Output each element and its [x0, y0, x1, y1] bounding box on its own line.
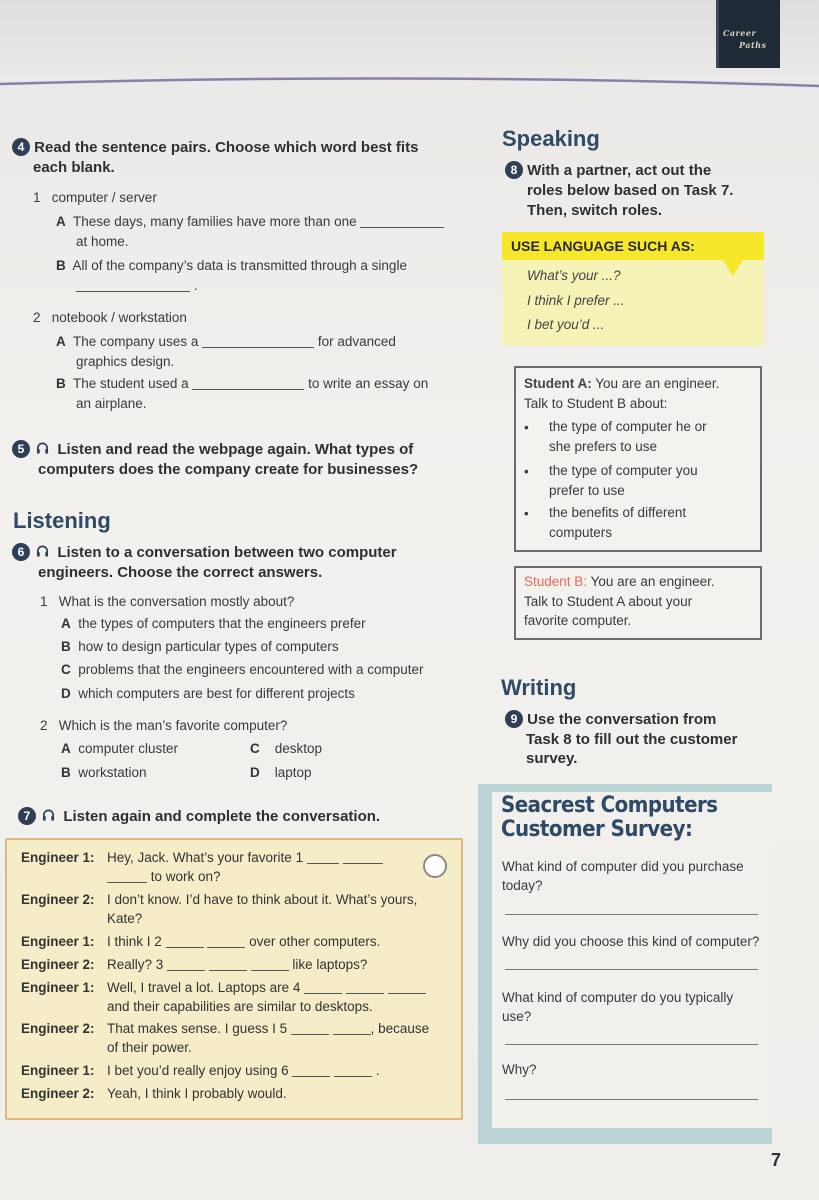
item-2b: B The student used a to write an essay on	[56, 376, 429, 391]
question-2: 2 Which is the man’s favorite computer?	[40, 718, 288, 733]
task4-instruction: 4 Read the sentence pairs. Choose which word best fits	[12, 138, 452, 158]
conversation-line-7: Engineer 1: I bet you’d really enjoy using 6 .	[21, 1063, 380, 1078]
headphones-icon	[42, 808, 55, 822]
task4-instruction-cont: each blank.	[33, 159, 115, 176]
task6-instruction: 6 Listen to a conversation between two computer	[12, 543, 462, 563]
task8-instruction-cont: roles below based on Task 7.	[527, 182, 734, 199]
item-2b-cont: an airplane.	[76, 396, 147, 411]
student-a-bullet-2: the type of computer you prefer to use	[549, 463, 698, 498]
writing-heading: Writing	[501, 675, 577, 700]
item-2a: A The company uses a for advanced	[56, 334, 396, 349]
task-number: 5	[12, 440, 30, 458]
task8-instruction: 8 With a partner, act out the	[505, 161, 765, 181]
survey-answer-line-1[interactable]	[505, 914, 758, 915]
conversation-line-6: Engineer 2: That makes sense. I guess I 5 , because of their power.	[21, 1021, 430, 1055]
conversation-line-5: Engineer 1: Well, I travel a lot. Laptops are 4 and their capabilities are similar to desktops.	[21, 978, 441, 1018]
blank[interactable]	[360, 214, 444, 228]
career-paths-logo	[716, 0, 780, 68]
student-a-line-2: Talk to Student B about:	[524, 396, 668, 411]
task9-instruction-cont2: survey.	[526, 750, 578, 767]
task-number: 4	[12, 138, 30, 156]
logo-line-1: Career	[723, 28, 757, 38]
survey-title: Seacrest Computers Customer Survey:	[501, 793, 718, 842]
task9-instruction: 9 Use the conversation from	[505, 710, 765, 730]
item-1b: B All of the company’s data is transmitted through a single	[56, 258, 407, 273]
item-1: 1 computer / server	[33, 190, 157, 205]
task-number: 8	[505, 161, 523, 179]
q1-option-b[interactable]: B how to design particular types of computers	[61, 639, 339, 654]
q2-option-a[interactable]: A computer cluster	[61, 741, 179, 756]
conversation-line-1: Engineer 1: Hey, Jack. What’s your favorite 1 to work on?	[21, 848, 441, 888]
bullet-dot: •	[524, 464, 529, 479]
page-number: 7	[771, 1150, 782, 1170]
survey-answer-line-3[interactable]	[505, 1044, 758, 1045]
q2-option-c[interactable]: C desktop	[250, 741, 323, 756]
listening-heading: Listening	[13, 508, 111, 533]
survey-question-3: What kind of computer do you typically use?	[502, 990, 734, 1024]
conversation-box	[5, 838, 463, 1120]
logo-line-2: Paths	[739, 40, 767, 50]
conversation-line-4: Engineer 2: Really? 3 like laptops?	[21, 957, 368, 972]
language-heading: USE LANGUAGE SUCH AS:	[511, 238, 695, 254]
headphones-icon	[36, 544, 49, 558]
q1-option-d[interactable]: D which computers are best for different projects	[61, 686, 355, 701]
q1-option-c[interactable]: C problems that the engineers encountered with a computer	[61, 662, 424, 677]
survey-answer-line-4[interactable]	[505, 1099, 758, 1100]
item-2: 2 notebook / workstation	[33, 310, 187, 325]
item-1b-cont: .	[76, 276, 198, 296]
header-rule	[0, 70, 819, 92]
item-2a-cont: graphics design.	[76, 354, 175, 369]
task7-instruction: 7 Listen again and complete the conversation.	[18, 807, 438, 827]
phrase-3: I bet you’d ...	[527, 317, 605, 332]
item-1a: A These days, many families have more than one	[56, 212, 456, 232]
q2-option-d[interactable]: D laptop	[250, 765, 312, 780]
task5-instruction: 5 Listen and read the webpage again. What types of	[12, 440, 462, 460]
q2-option-b[interactable]: B workstation	[61, 765, 147, 780]
q1-option-a[interactable]: A the types of computers that the engineers prefer	[61, 616, 366, 631]
phrase-1: What’s your ...?	[527, 268, 621, 283]
student-a-line-1: Student A: You are an engineer.	[524, 376, 720, 391]
task5-instruction-cont: computers does the company create for businesses?	[38, 461, 419, 478]
language-phrases	[527, 264, 625, 338]
bullet-dot: •	[524, 506, 529, 521]
student-b-line-1: Student B: You are an engineer.	[524, 574, 715, 589]
student-b-line-2: Talk to Student A about your	[524, 594, 693, 609]
student-a-bullet-1: the type of computer he or she prefers to use	[549, 419, 707, 454]
survey-question-1: What kind of computer did you purchase today?	[502, 859, 744, 893]
phrase-2: I think I prefer ...	[527, 292, 625, 308]
pointer-triangle	[722, 258, 744, 278]
task-number: 7	[18, 807, 36, 825]
task9-instruction-cont: Task 8 to fill out the customer	[526, 731, 738, 748]
survey-question-2: Why did you choose this kind of computer?	[502, 934, 760, 949]
blank[interactable]	[202, 334, 314, 348]
task8-instruction-cont2: Then, switch roles.	[527, 202, 663, 219]
headphones-icon	[36, 441, 49, 455]
student-b-line-3: favorite computer.	[524, 613, 632, 628]
survey-question-4: Why?	[502, 1062, 537, 1077]
blank[interactable]	[76, 278, 190, 292]
task-number: 9	[505, 710, 523, 728]
survey-answer-line-2[interactable]	[505, 969, 758, 970]
conversation-line-8: Engineer 2: Yeah, I think I probably would.	[21, 1086, 287, 1101]
conversation-line-3: Engineer 1: I think I 2 over other computers.	[21, 934, 381, 949]
student-a-bullet-3: the benefits of different computers	[549, 505, 687, 540]
conversation-line-2: Engineer 2: I don’t know. I’d have to think about it. What’s yours, Kate?	[21, 892, 418, 926]
task6-instruction-cont: engineers. Choose the correct answers.	[38, 564, 323, 581]
item-1a-cont: at home.	[76, 234, 129, 249]
blank[interactable]	[192, 376, 304, 390]
question-1: 1 What is the conversation mostly about?	[40, 594, 295, 609]
task-number: 6	[12, 543, 30, 561]
speaking-heading: Speaking	[502, 126, 600, 151]
bullet-dot: •	[524, 420, 529, 435]
